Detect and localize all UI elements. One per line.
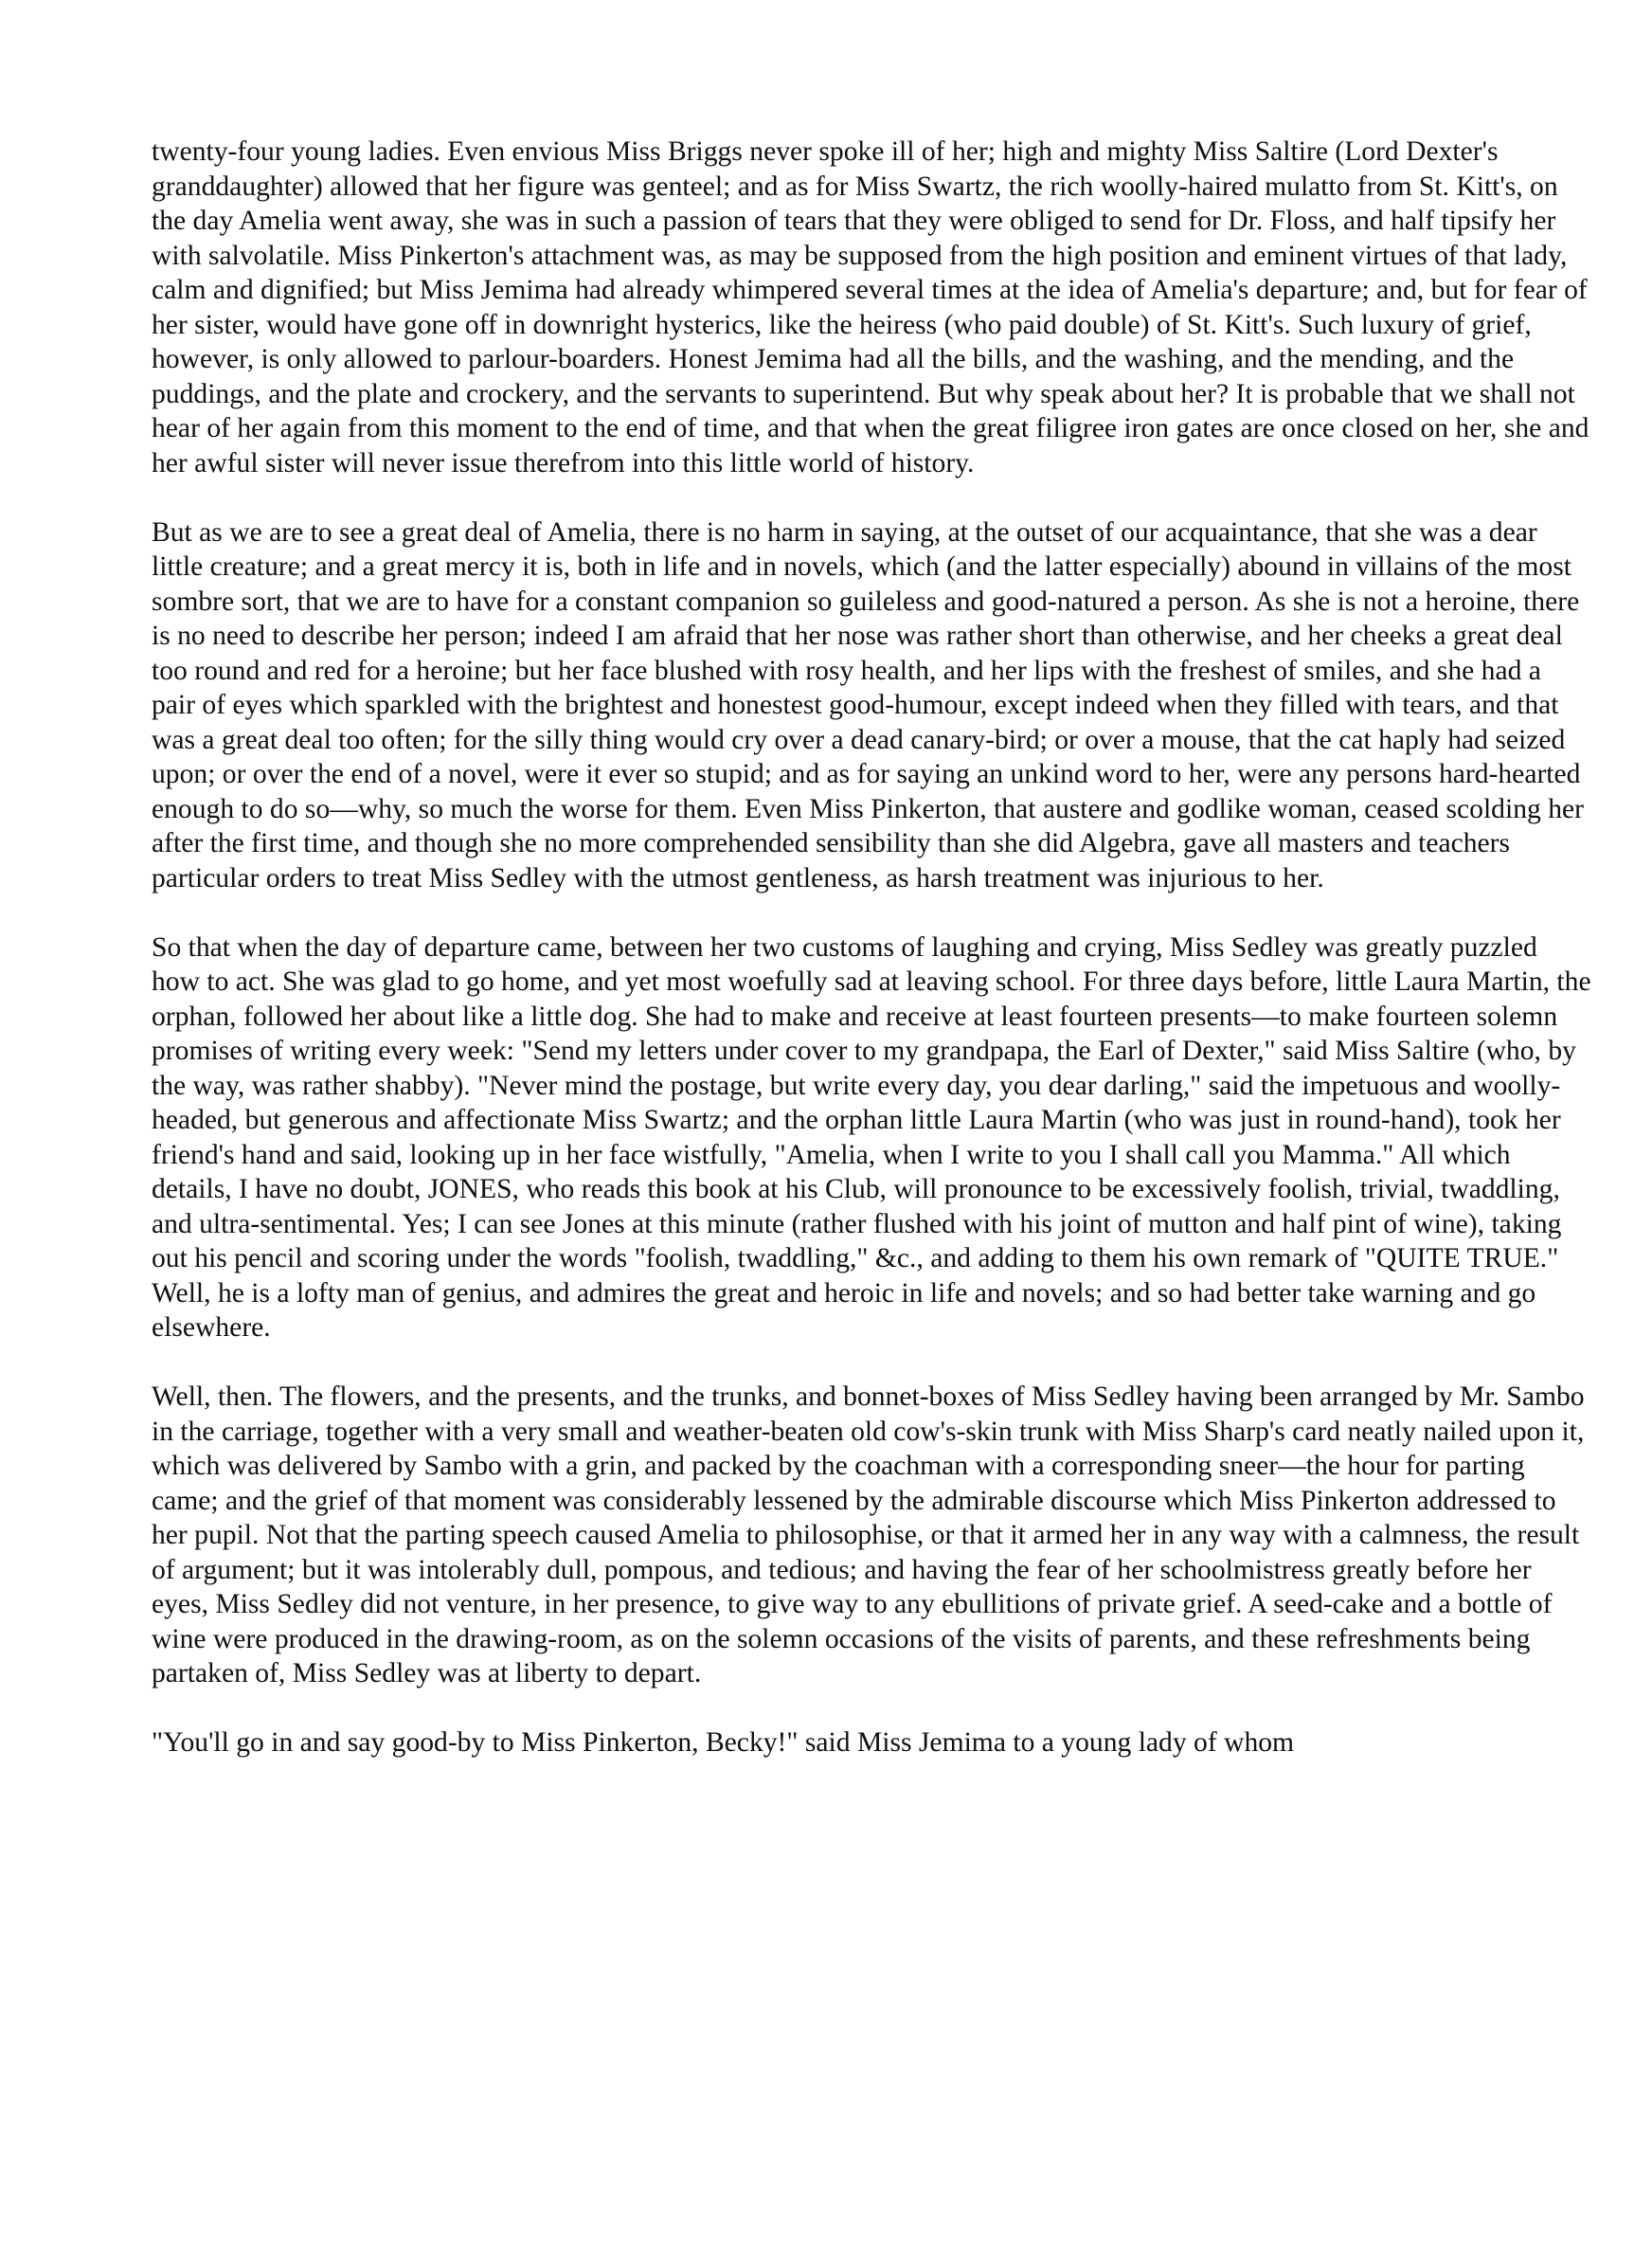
paragraph-4: Well, then. The flowers, and the presents, and the trunks, and bonnet-boxes of Miss Sedley having been arranged by Mr. Sambo in the carriage, together with a very small and weather-beaten old cow's-skin trunk with Miss Sharp's card neatly nailed upon it, which was delivered by Sambo with a grin, and packed by the coachman with a corresponding sneer—the hour for parting came; and the grief of that moment was considerably lessened by the admirable discourse which Miss Pinkerton addressed to her pupil. Not that the parting speech caused Amelia to philosophise, or that it armed her in any way with a calmness, the result of argument; but it was intolerably dull, pompous, and tedious; and having the fear of her schoolmistress greatly before her eyes, Miss Sedley did not venture, in her presence, to give way to any ebullitions of private grief. A seed-cake and a bottle of wine were produced in the drawing-room, as on the solemn occasions of the visits of parents, and these refreshments being partaken of, Miss Sedley was at liberty to depart. [152, 1381, 1585, 1688]
paragraph-5: "You'll go in and say good-by to Miss Pinkerton, Becky!" said Miss Jemima to a young lady of whom [152, 1727, 1295, 1758]
paragraph-3: So that when the day of departure came, between her two customs of laughing and crying, Miss Sedley was greatly puzzled how to act. She was glad to go home, and yet most woefully sad at leaving school. For three days before, little Laura Martin, the orphan, followed her about like a little dog. She had to make and receive at least fourteen presents—to make fourteen solemn promises of writing every week: "Send my letters under cover to my grandpapa, the Earl of Dexter," said Miss Saltire (who, by the way, was rather shabby). "Never mind the postage, but write every day, you dear darling," said the impetuous and woolly-headed, but generous and affectionate Miss Swartz; and the orphan little Laura Martin (who was just in round-hand), took her friend's hand and said, looking up in her face wistfully, "Amelia, when I write to you I shall call you Mamma." All which details, I have no doubt, JONES, who reads this book at his Club, will pronounce to be excessively foolish, trivial, twaddling, and ultra-sentimental. Yes; I can see Jones at this minute (rather flushed with his joint of mutton and half pint of wine), taking out his pencil and scoring under the words "foolish, twaddling," &c., and adding to them his own remark of "QUITE TRUE." Well, he is a lofty man of genius, and admires the great and heroic in life and novels; and so had better take warning and go elsewhere. [152, 931, 1591, 1343]
paragraph-2: But as we are to see a great deal of Amelia, there is no harm in saying, at the outset of our acquaintance, that she was a dear little creature; and a great mercy it is, both in life and in novels, which (and the latter especially) abound in villains of the most sombre sort, that we are to have for a constant companion so guileless and good-natured a person. As she is not a heroine, there is no need to describe her person; indeed I am afraid that her nose was rather short than otherwise, and her cheeks a great deal too round and red for a heroine; but her face blushed with rosy health, and her lips with the freshest of smiles, and she had a pair of eyes which sparkled with the brightest and honestest good-humour, except indeed when they filled with tears, and that was a great deal too often; for the silly thing would cry over a dead canary-bird; or over a mouse, that the cat haply had seized upon; or over the end of a novel, were it ever so stupid; and as for saying an unkind word to her, were any persons hard-hearted enough to do so—why, so much the worse for them. Even Miss Pinkerton, that austere and godlike woman, ceased scolding her after the first time, and though she no more comprehended sensibility than she did Algebra, gave all masters and teachers particular orders to treat Miss Sedley with the utmost gentleness, as harsh treatment was injurious to her. [152, 516, 1584, 894]
paragraph-1: twenty-four young ladies. Even envious Miss Briggs never spoke ill of her; high and mighty Miss Saltire (Lord Dexter's granddaughter) allowed that her figure was genteel; and as for Miss Swartz, the rich woolly-haired mulatto from St. Kitt's, on the day Amelia went away, she was in such a passion of tears that they were obliged to send for Dr. Floss, and half tipsify her with salvolatile. Miss Pinkerton's attachment was, as may be supposed from the high position and eminent virtues of that lady, calm and dignified; but Miss Jemima had already whimpered several times at the idea of Amelia's departure; and, but for fear of her sister, would have gone off in downright hysterics, like the heiress (who paid double) of St. Kitt's. Such luxury of grief, however, is only allowed to parlour-boarders. Honest Jemima had all the bills, and the washing, and the mending, and the puddings, and the plate and crockery, and the servants to superintend. But why speak about her? It is probable that we shall not hear of her again from this moment to the end of time, and that when the great filigree iron gates are once closed on her, she and her awful sister will never issue therefrom into this little world of history. [152, 136, 1589, 478]
body-text [152, 135, 1591, 1760]
